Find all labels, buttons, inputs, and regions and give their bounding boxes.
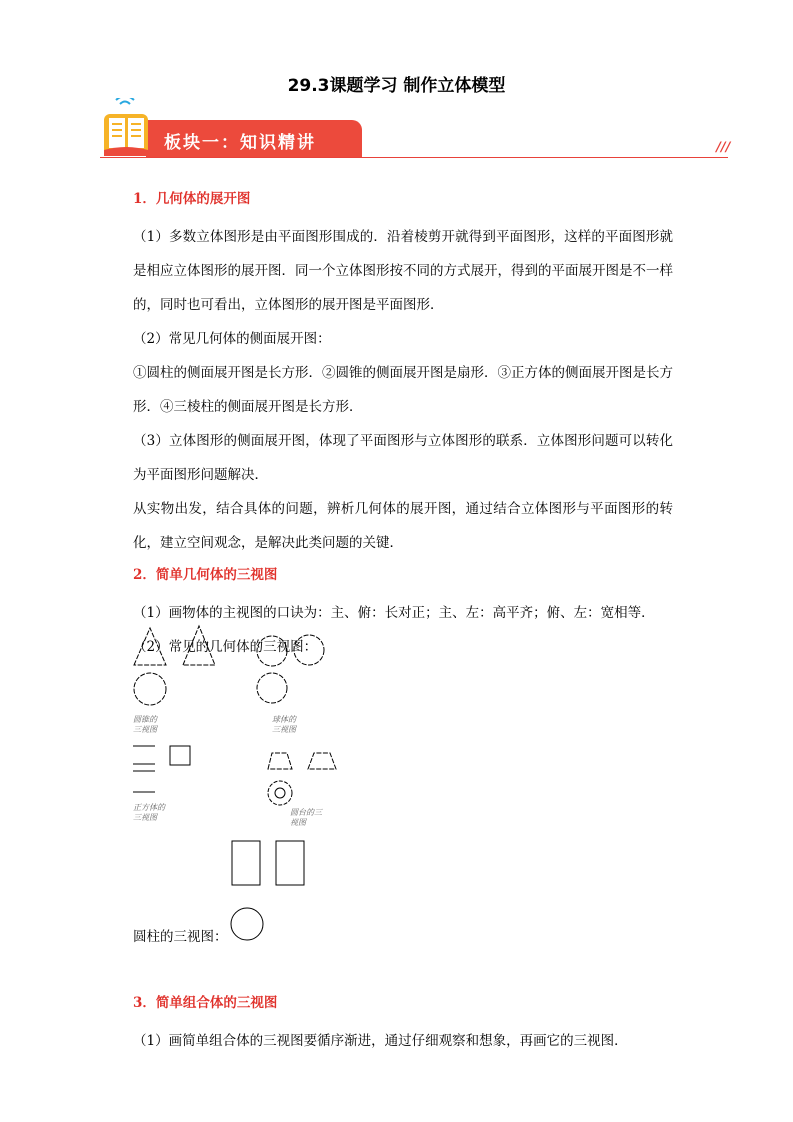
section1-paragraph-3: ①圆柱的侧面展开图是长方形．②圆锥的侧面展开图是扇形．③正方体的侧面展开图是长方形．④三棱柱的侧面展开图是长方形． (133, 365, 673, 415)
section1-paragraph-1: （1）多数立体图形是由平面图形围成的．沿着棱剪开就得到平面图形，这样的平面图形就是相应立体图形的展开图．同一个立体图形按不同的方式展开，得到的平面展开图是不一样的，同时也可看出，立体图形的展开图是平面图形． (133, 229, 673, 313)
section2-paragraph-2: （2）常见的几何体的三视图： (133, 639, 318, 655)
section1-paragraph-5: 从实物出发，结合具体的问题，辨析几何体的展开图，通过结合立体图形与平面图形的转化，建立空间观念，是解决此类问题的关键． (133, 501, 673, 551)
banner-label: 板块一：知识精讲 (164, 133, 316, 153)
cube-three-views-figure (130, 740, 200, 795)
section1-paragraph-4: （3）立体图形的侧面展开图，体现了平面图形与立体图形的联系．立体图形问题可以转化为平面图形问题解决． (133, 433, 673, 483)
cylinder-three-views-figure (226, 836, 316, 946)
section2-heading: 2．简单几何体的三视图 (133, 567, 278, 583)
book-icon (100, 98, 160, 162)
sphere-three-views-figure (250, 630, 340, 710)
frustum-three-views-figure (262, 745, 342, 807)
section3-paragraph-1: （1）画简单组合体的三视图要循序渐进，通过仔细观察和想象，再画它的三视图． (133, 1033, 628, 1049)
main-content (133, 186, 673, 664)
cone-three-views-figure (128, 622, 228, 712)
section1-heading: 1．几何体的展开图 (133, 191, 251, 207)
cone-caption: 圆锥的 三视图 (133, 715, 157, 734)
cube-caption: 正方体的 三视图 (133, 803, 165, 822)
banner-divider (100, 157, 728, 158)
section1-paragraph-2: （2）常见几何体的侧面展开图： (133, 331, 331, 347)
frustum-caption: 圆台的三 视图 (290, 808, 322, 827)
sphere-caption: 球体的 三视图 (272, 715, 296, 734)
section2-paragraph-1: （1）画物体的主视图的口诀为：主、俯：长对正；主、左：高平齐；俯、左：宽相等． (133, 605, 655, 621)
banner-slashes: /// (716, 140, 731, 155)
cylinder-label: 圆柱的三视图： (133, 929, 228, 945)
page-title: 29.3课题学习 制作立体模型 (287, 76, 506, 96)
section3 (133, 990, 673, 1058)
section3-heading: 3．简单组合体的三视图 (133, 995, 278, 1011)
